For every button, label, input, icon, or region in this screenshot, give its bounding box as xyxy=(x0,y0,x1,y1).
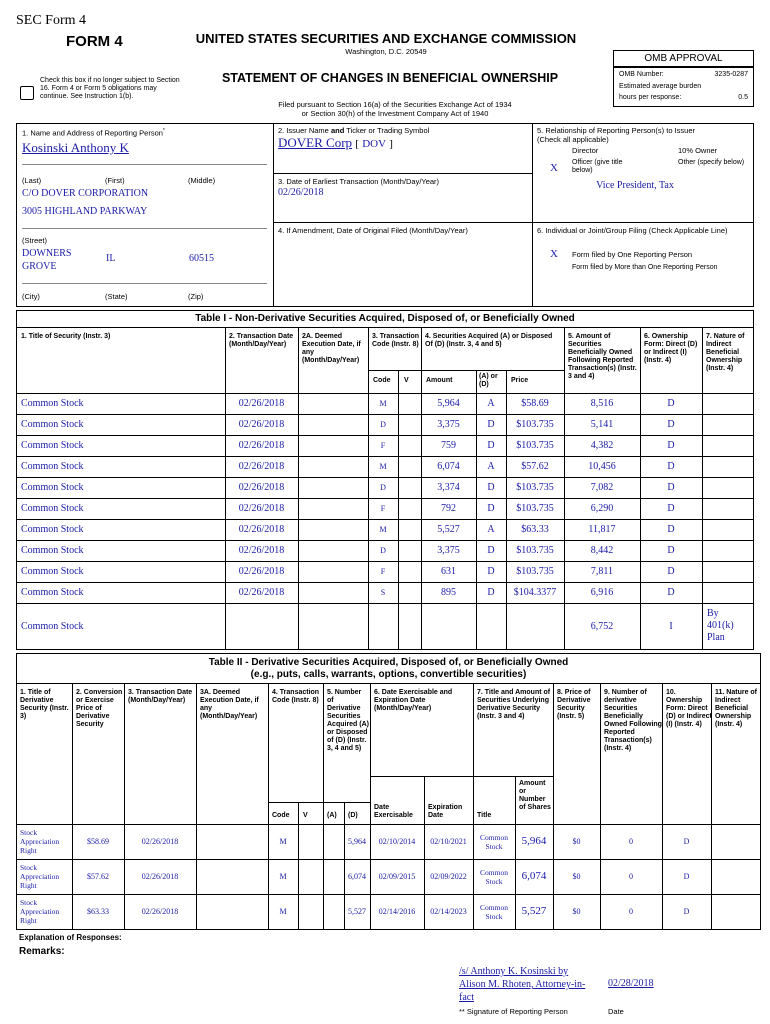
form-title: FORM 4 xyxy=(66,33,123,50)
t1-ad: D xyxy=(487,482,495,493)
remarks-label: Remarks: xyxy=(19,946,65,957)
t2-h4: 4. Transaction Code (Instr. 8) xyxy=(272,689,320,704)
omb-burden-label: Estimated average burden xyxy=(619,83,702,90)
filed-pursuant-2: or Section 30(h) of the Investment Company Act of 1940 xyxy=(301,109,489,118)
t1-ad: D xyxy=(487,566,495,577)
t1-owned: 6,916 xyxy=(590,587,614,598)
t2-h3: 3. Transaction Date (Month/Day/Year) xyxy=(128,689,193,704)
t1-ad: A xyxy=(487,461,495,472)
t1-form: D xyxy=(667,566,675,577)
t2-date: 02/26/2018 xyxy=(141,837,179,846)
t1-ad: D xyxy=(487,545,495,556)
signature-label: ** Signature of Reporting Person xyxy=(459,1007,568,1016)
t1-h3: 3. Transaction Code (Instr. 8) xyxy=(372,333,420,348)
t2-amt-shares: Amount or Number of Shares xyxy=(519,780,551,811)
t2-expiration: 02/10/2021 xyxy=(430,837,467,846)
officer-title: Vice President, Tax xyxy=(596,180,674,191)
t1-amount: 6,074 xyxy=(437,461,460,472)
multiple-persons-label: Form filed by More than One Reporting Person xyxy=(572,264,718,271)
t2-a xyxy=(298,894,323,929)
t2-a xyxy=(298,859,323,894)
t1-nature xyxy=(702,393,754,414)
one-person-label: Form filed by One Reporting Person xyxy=(572,250,693,259)
t2-d: (D) xyxy=(348,812,358,819)
t2-expiration: 02/14/2023 xyxy=(430,907,467,916)
ticker-open-bracket: [ xyxy=(355,138,359,150)
box2-label: 2. Issuer Name and Ticker or Trading Symbol xyxy=(278,126,430,135)
t1-date: 02/26/2018 xyxy=(238,440,285,451)
t1-owned: 11,817 xyxy=(588,524,616,535)
t2-title: Title xyxy=(477,812,492,819)
t1-title: Common Stock xyxy=(21,419,84,430)
t2-code: M xyxy=(279,837,287,846)
t1-nature xyxy=(702,435,754,456)
t1-amount: 631 xyxy=(441,566,456,577)
t2-h6: 6. Date Exercisable and Expiration Date (Month/Day/Year) xyxy=(374,689,453,712)
t1-code: M xyxy=(379,462,387,471)
t1-h6: 6. Ownership Form: Direct (D) or Indirect (I) (Instr. 4) xyxy=(644,333,698,364)
ten-percent-owner-label: 10% Owner xyxy=(678,146,718,155)
box3-label: 3. Date of Earliest Transaction (Month/Day/Year) xyxy=(278,177,440,186)
t1-title: Common Stock xyxy=(21,524,84,535)
t2-exercisable: 02/09/2015 xyxy=(378,872,416,881)
last-label: (Last) xyxy=(22,176,42,185)
t2-d: 5,527 xyxy=(348,907,366,916)
t2-title: Stock Appreciation Right xyxy=(20,863,60,890)
t1-nature xyxy=(702,519,754,540)
t2-shares: 6,074 xyxy=(521,870,547,882)
t2-dprice: $0 xyxy=(572,837,581,846)
signature: /s/ Anthony K. Kosinski by Alison M. Rhoten, Attorney-in- fact xyxy=(459,966,586,1003)
t1-ad: D xyxy=(487,587,495,598)
t2-date: 02/26/2018 xyxy=(141,907,179,916)
t2-owned: 0 xyxy=(629,837,633,846)
t1-row xyxy=(16,540,754,561)
t1-title: Common Stock xyxy=(21,398,84,409)
t1-holding-title: Common Stock xyxy=(21,621,84,632)
reporting-person-name[interactable]: Kosinski Anthony K xyxy=(22,140,129,155)
t1-holding-row xyxy=(16,604,754,650)
t1-h2: 2. Transaction Date (Month/Day/Year) xyxy=(229,333,294,348)
t1-amount: Amount xyxy=(426,377,453,384)
t2-exercisable: 02/14/2016 xyxy=(378,907,416,916)
t1-owned: 8,516 xyxy=(590,398,614,409)
t1-nature xyxy=(702,414,754,435)
t1-title: Common Stock xyxy=(21,503,84,514)
t1-ad: D xyxy=(487,503,495,514)
checkbox-instruction: Check this box if no longer subject to Section 16. Form 4 or Form 5 obligations may continue. See Instruction 1(b). xyxy=(40,77,180,100)
other-label: Other (specify below) xyxy=(678,159,745,166)
t2-code: M xyxy=(279,907,287,916)
t1-owned: 7,811 xyxy=(590,566,614,577)
zip-value: 60515 xyxy=(189,253,214,264)
omb-number: 3235-0287 xyxy=(714,71,748,78)
t1-date: 02/26/2018 xyxy=(238,566,285,577)
t1-amount: 3,375 xyxy=(437,419,460,430)
t1-price: $63.33 xyxy=(521,524,549,535)
t1-code: D xyxy=(380,483,386,492)
t2-v: V xyxy=(303,812,308,819)
t1-date: 02/26/2018 xyxy=(238,482,285,493)
t1-price: $103.735 xyxy=(516,440,554,451)
t1-row xyxy=(16,435,754,456)
signature-date: 02/28/2018 xyxy=(608,978,654,989)
t1-row xyxy=(16,582,754,603)
t1-price: $104.3377 xyxy=(513,587,557,598)
first-label: (First) xyxy=(105,176,125,185)
t2-owned: 0 xyxy=(629,872,633,881)
t1-price: $57.62 xyxy=(521,461,549,472)
t2-utitle: Common Stock xyxy=(480,832,508,851)
t1-owned: 4,382 xyxy=(590,440,614,451)
t2-h10: 10. Ownership Form: Direct (D) or Indirect (I) (Instr. 4) xyxy=(666,689,712,728)
t1-nature xyxy=(702,456,754,477)
t1-row xyxy=(16,456,754,477)
t2-price: $63.33 xyxy=(87,907,109,916)
omb-hours-label: hours per response: xyxy=(619,94,682,101)
omb-approval-title-box xyxy=(613,50,754,67)
t1-price: $103.735 xyxy=(516,419,554,430)
t1-nature xyxy=(702,540,754,561)
t2-title: Stock Appreciation Right xyxy=(20,828,60,855)
t1-code: S xyxy=(380,588,386,597)
t1-owned: 7,082 xyxy=(590,482,614,493)
issuer-line xyxy=(278,135,393,151)
t2-dprice: $0 xyxy=(572,872,581,881)
t2-code: Code xyxy=(272,812,290,819)
t1-h5: 5. Amount of Securities Beneficially Owned Following Reported Transaction(s) (Instr. 3 and 4) xyxy=(568,333,637,380)
issuer-name[interactable]: DOVER Corp xyxy=(278,135,353,150)
officer-check-mark: X xyxy=(550,162,558,174)
omb-hours: 0.5 xyxy=(738,94,748,101)
t1-row xyxy=(16,498,754,519)
no-longer-subject-checkbox[interactable] xyxy=(20,86,34,100)
t2-row xyxy=(16,824,761,859)
box5-label: 5. Relationship of Reporting Person(s) to Issuer xyxy=(537,126,695,135)
commission-title: UNITED STATES SECURITIES AND EXCHANGE COMMISSION xyxy=(195,31,577,46)
t1-form: D xyxy=(667,398,675,409)
t2-shares: 5,964 xyxy=(521,835,547,847)
t1-title: Common Stock xyxy=(21,482,84,493)
t2-row xyxy=(16,859,761,894)
t1-row xyxy=(16,393,754,414)
t1-ad: D xyxy=(487,419,495,430)
t1-date: 02/26/2018 xyxy=(238,461,285,472)
address-line-2: 3005 HIGHLAND PARKWAY xyxy=(22,206,148,217)
t2-utitle: Common Stock xyxy=(480,867,508,886)
t2-price: $57.62 xyxy=(87,872,109,881)
t2-h2: 2. Conversion or Exercise Price of Derivative Security xyxy=(76,689,123,728)
t2-exercisable: 02/10/2014 xyxy=(378,837,416,846)
t1-amount: 5,964 xyxy=(437,398,460,409)
address-line-1: C/O DOVER CORPORATION xyxy=(22,188,149,199)
t1-code: D xyxy=(380,420,386,429)
t1-owned: 5,141 xyxy=(590,419,614,430)
t1-code: F xyxy=(380,441,386,450)
middle-label: (Middle) xyxy=(188,176,216,185)
t1-code: F xyxy=(380,567,386,576)
t2-row xyxy=(16,894,761,929)
t1-code: D xyxy=(380,546,386,555)
t2-expiration: 02/09/2022 xyxy=(430,872,467,881)
t1-code: M xyxy=(379,399,387,408)
t2-date-exercisable: Date Exercisable xyxy=(374,804,413,819)
t1-price: $103.735 xyxy=(516,482,554,493)
t2-h3a: 3A. Deemed Execution Date, if any (Month/Day/Year) xyxy=(200,689,259,720)
t1-code: M xyxy=(379,525,387,534)
t1-title: Common Stock xyxy=(21,461,84,472)
t1-owned: 10,456 xyxy=(588,461,616,472)
t1-ad: D xyxy=(487,440,495,451)
state-label: (State) xyxy=(105,292,128,301)
t1-ad: A xyxy=(487,524,495,535)
explanation-label: Explanation of Responses: xyxy=(19,933,122,942)
table1-title: Table I - Non-Derivative Securities Acquired, Disposed of, or Beneficially Owned xyxy=(195,313,575,324)
t1-h1: 1. Title of Security (Instr. 3) xyxy=(21,333,111,340)
t1-code: F xyxy=(380,504,386,513)
t2-expiration: Expiration Date xyxy=(428,804,463,819)
t1-h2a: 2A. Deemed Execution Date, if any (Month/Day/Year) xyxy=(302,333,361,364)
t1-nature xyxy=(702,498,754,519)
t2-form: D xyxy=(683,872,690,881)
t1-h7: 7. Nature of Indirect Beneficial Ownership (Instr. 4) xyxy=(706,333,745,372)
t1-row xyxy=(16,519,754,540)
t1-date: 02/26/2018 xyxy=(238,398,285,409)
t1-ad: A xyxy=(487,398,495,409)
ticker-symbol: DOV xyxy=(362,138,387,150)
box5-sub: (Check all applicable) xyxy=(537,135,609,144)
t1-nature xyxy=(702,477,754,498)
t1-form: D xyxy=(667,440,675,451)
t1-price: Price xyxy=(511,377,529,384)
t1-form: D xyxy=(667,524,675,535)
filed-pursuant-1: Filed pursuant to Section 16(a) of the Securities Exchange Act of 1934 xyxy=(278,100,512,109)
t2-h1: 1. Title of Derivative Security (Instr. 3) xyxy=(20,689,69,720)
t1-owned: 8,442 xyxy=(590,545,614,556)
t1-h4: 4. Securities Acquired (A) or Disposed Of (D) (Instr. 3, 4 and 5) xyxy=(425,333,553,348)
table2-title: Table II - Derivative Securities Acquired, Disposed of, or Beneficially Owned xyxy=(208,657,569,668)
commission-location: Washington, D.C. 20549 xyxy=(345,47,427,56)
t1-form: D xyxy=(667,545,675,556)
t2-utitle: Common Stock xyxy=(480,902,508,921)
t2-d: 6,074 xyxy=(348,872,366,881)
single-filer-check-mark: X xyxy=(550,248,558,260)
t1-form: D xyxy=(667,461,675,472)
t1-price: $103.735 xyxy=(516,566,554,577)
state-value: IL xyxy=(106,253,116,264)
t1-price: $103.735 xyxy=(516,545,554,556)
t1-amount: 759 xyxy=(441,440,456,451)
t1-holding-owned: 6,752 xyxy=(590,621,614,632)
zip-label: (Zip) xyxy=(188,292,204,301)
t1-owned: 6,290 xyxy=(590,503,614,514)
t1-date: 02/26/2018 xyxy=(238,524,285,535)
city-label: (City) xyxy=(22,292,40,301)
t1-date: 02/26/2018 xyxy=(238,503,285,514)
t2-h7: 7. Title and Amount of Securities Underlying Derivative Security (Instr. 3 and 4) xyxy=(477,689,551,720)
t1-form: D xyxy=(667,419,675,430)
t1-title: Common Stock xyxy=(21,587,84,598)
t1-title: Common Stock xyxy=(21,440,84,451)
box6-label: 6. Individual or Joint/Group Filing (Check Applicable Line) xyxy=(537,226,728,235)
street-label: (Street) xyxy=(22,236,48,245)
t2-price: $58.69 xyxy=(87,837,109,846)
t2-h11: 11. Nature of Indirect Beneficial Ownership (Instr. 4) xyxy=(715,689,758,728)
ticker-close-bracket: ] xyxy=(389,138,393,150)
t1-price: $103.735 xyxy=(516,503,554,514)
t1-holding-nature: By 401(k) Plan xyxy=(707,608,734,643)
t1-price: $58.69 xyxy=(521,398,549,409)
t1-title: Common Stock xyxy=(21,566,84,577)
t1-date: 02/26/2018 xyxy=(238,419,285,430)
date-label: Date xyxy=(608,1007,624,1016)
t2-h9: 9. Number of derivative Securities Beneficially Owned Following Reported Transaction(s) (Instr. 4) xyxy=(604,689,662,752)
t1-row xyxy=(16,414,754,435)
t1-amount: 3,375 xyxy=(437,545,460,556)
sec-form-label: SEC Form 4 xyxy=(16,13,87,28)
t1-holding-form: I xyxy=(669,621,673,632)
t1-form: D xyxy=(667,587,675,598)
t1-nature xyxy=(702,582,754,603)
t2-shares: 5,527 xyxy=(521,905,547,917)
t1-date: 02/26/2018 xyxy=(238,545,285,556)
statement-title: STATEMENT OF CHANGES IN BENEFICIAL OWNERSHIP xyxy=(221,71,559,85)
city-value: DOWNERS GROVE xyxy=(22,248,72,272)
t1-row xyxy=(16,561,754,582)
t1-v: V xyxy=(404,377,409,384)
t1-title: Common Stock xyxy=(21,545,84,556)
t1-amount: 3,374 xyxy=(437,482,460,493)
t1-date: 02/26/2018 xyxy=(238,587,285,598)
t1-form: D xyxy=(667,503,675,514)
t2-form: D xyxy=(683,837,690,846)
t2-dprice: $0 xyxy=(572,907,581,916)
t2-h8: 8. Price of Derivative Security (Instr. 5) xyxy=(557,689,591,720)
officer-label: Officer (give title below) xyxy=(572,159,623,174)
t2-title: Stock Appreciation Right xyxy=(20,898,60,925)
t2-a xyxy=(298,824,323,859)
t2-code: M xyxy=(279,872,287,881)
t2-date: 02/26/2018 xyxy=(141,872,179,881)
omb-number-label: OMB Number: xyxy=(619,71,664,78)
t1-amount: 5,527 xyxy=(437,524,460,535)
box4-label: 4. If Amendment, Date of Original Filed (Month/Day/Year) xyxy=(278,226,468,235)
t1-amount: 792 xyxy=(441,503,456,514)
t1-form: D xyxy=(667,482,675,493)
director-label: Director xyxy=(572,146,599,155)
t2-d: 5,964 xyxy=(348,837,366,846)
t1-amount: 895 xyxy=(441,587,456,598)
box1-label: 1. Name and Address of Reporting Person* xyxy=(22,128,165,138)
table2-subtitle: (e.g., puts, calls, warrants, options, convertible securities) xyxy=(250,669,527,680)
omb-details xyxy=(613,67,754,107)
t2-h5: 5. Number of Derivative Securities Acquired (A) or Disposed of (D) (Instr. 3, 4 and 5) xyxy=(327,689,369,752)
t2-owned: 0 xyxy=(629,907,633,916)
t1-row xyxy=(16,477,754,498)
t1-nature xyxy=(702,561,754,582)
t2-form: D xyxy=(683,907,690,916)
t2-a: (A) xyxy=(327,812,337,819)
t1-aord: (A) or (D) xyxy=(479,373,498,388)
omb-approval-title: OMB APPROVAL xyxy=(644,53,723,64)
earliest-transaction-date: 02/26/2018 xyxy=(278,187,324,198)
t1-code: Code xyxy=(373,377,391,384)
